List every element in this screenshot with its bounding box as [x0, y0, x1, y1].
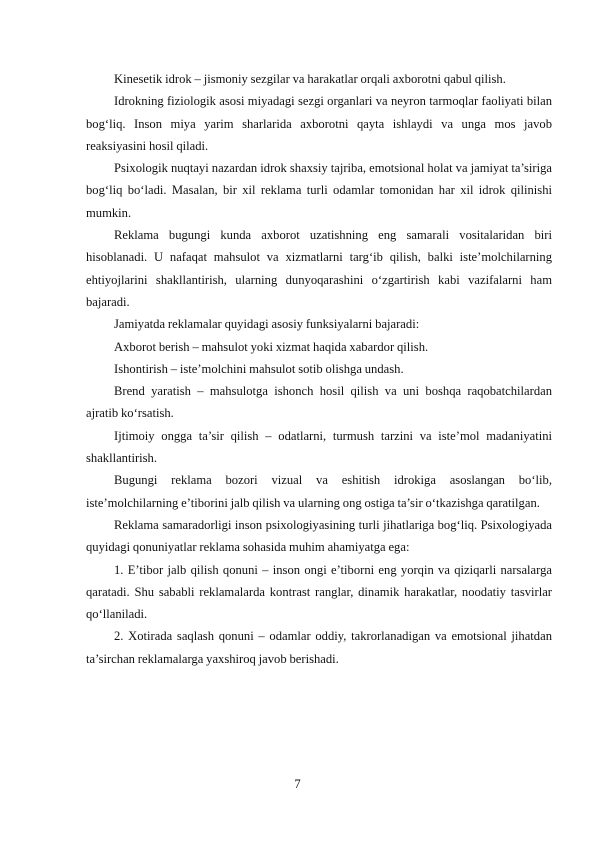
paragraph-law-memory: 2. Xotirada saqlash qonuni – odamlar oddiy, takrorlanadigan va emotsional jihatdan ta’sirchan reklamalarga yaxshiroq javob berishadi. [86, 629, 552, 666]
paragraph-law-attention: 1. E’tibor jalb qilish qonuni – inson ongi e’tiborni eng yorqin va qiziqarli narsalarga qaratadi. Shu sababli reklamalarda kontrast ranglar, dinamik harakatlar, noodatiy tasvirlar qo‘llaniladi. [86, 562, 552, 622]
paragraph-function-inform: Axborot berish – mahsulot yoki xizmat haqida xabardor qilish. [114, 339, 429, 354]
paragraph-function-social: Ijtimoiy ongga ta’sir qilish – odatlarni, turmush tarzini va iste’mol madaniyatini shakllantirish. [86, 428, 552, 466]
paragraph-functions-intro: Jamiyatda reklamalar quyidagi asosiy funksiyalarni bajaradi: [114, 317, 420, 332]
paragraph-physiological-basis: Idrokning fiziologik asosi miyadagi sezgi organlari va neyron tarmoqlar faoliyati bilan bog‘liq. Inson miya yarim sharlarida axborotni qayta ishlaydi va unga mos javob reaksiyasini hosil qiladi. [86, 94, 552, 153]
paragraph-function-persuade: Ishontirish – iste’molchini mahsulot sotib olishga undash. [114, 361, 404, 376]
paragraph-function-brand: Brend yaratish – mahsulotga ishonch hosil qilish va uni boshqa raqobatchilardan ajratib ko‘rsatish. [86, 384, 552, 421]
document-body [86, 68, 552, 670]
paragraph-effectiveness: Reklama samaradorligi inson psixologiyasining turli jihatlariga bog‘liq. Psixologiyada quyidagi qonuniyatlar reklama sohasida muhim ahamiyatga ega: [86, 517, 552, 555]
paragraph-kinesthetic-perception: Kinesetik idrok – jismoniy sezgilar va harakatlar orqali axborotni qabul qilish. [114, 72, 506, 86]
paragraph-psychological-view: Psixologik nuqtayi nazardan idrok shaxsiy tajriba, emotsional holat va jamiyat ta’siriga bog‘liq bo‘ladi. Masalan, bir xil reklama turli odamlar tomonidan har xil idrok qilinishi mumkin. [86, 161, 552, 220]
paragraph-advertising-role: Reklama bugungi kunda axborot uzatishning eng samarali vositalaridan biri hisoblanadi. U nafaqat mahsulot va xizmatlarni targ‘ib qilish, balki iste’molchilarning ehtiyojlarini shakllantirish, ularning dunyoqarashini o‘zgartirish kabi vazifalarni ham bajaradi. [86, 228, 552, 309]
page-number: 7 [294, 777, 301, 791]
paragraph-market-today: Bugungi reklama bozori vizual va eshitish idrokiga asoslangan bo‘lib, iste’molchilarning e’tiborini jalb qilish va ularning ong ostiga ta’sir o‘tkazishga qaratilgan. [86, 473, 552, 510]
